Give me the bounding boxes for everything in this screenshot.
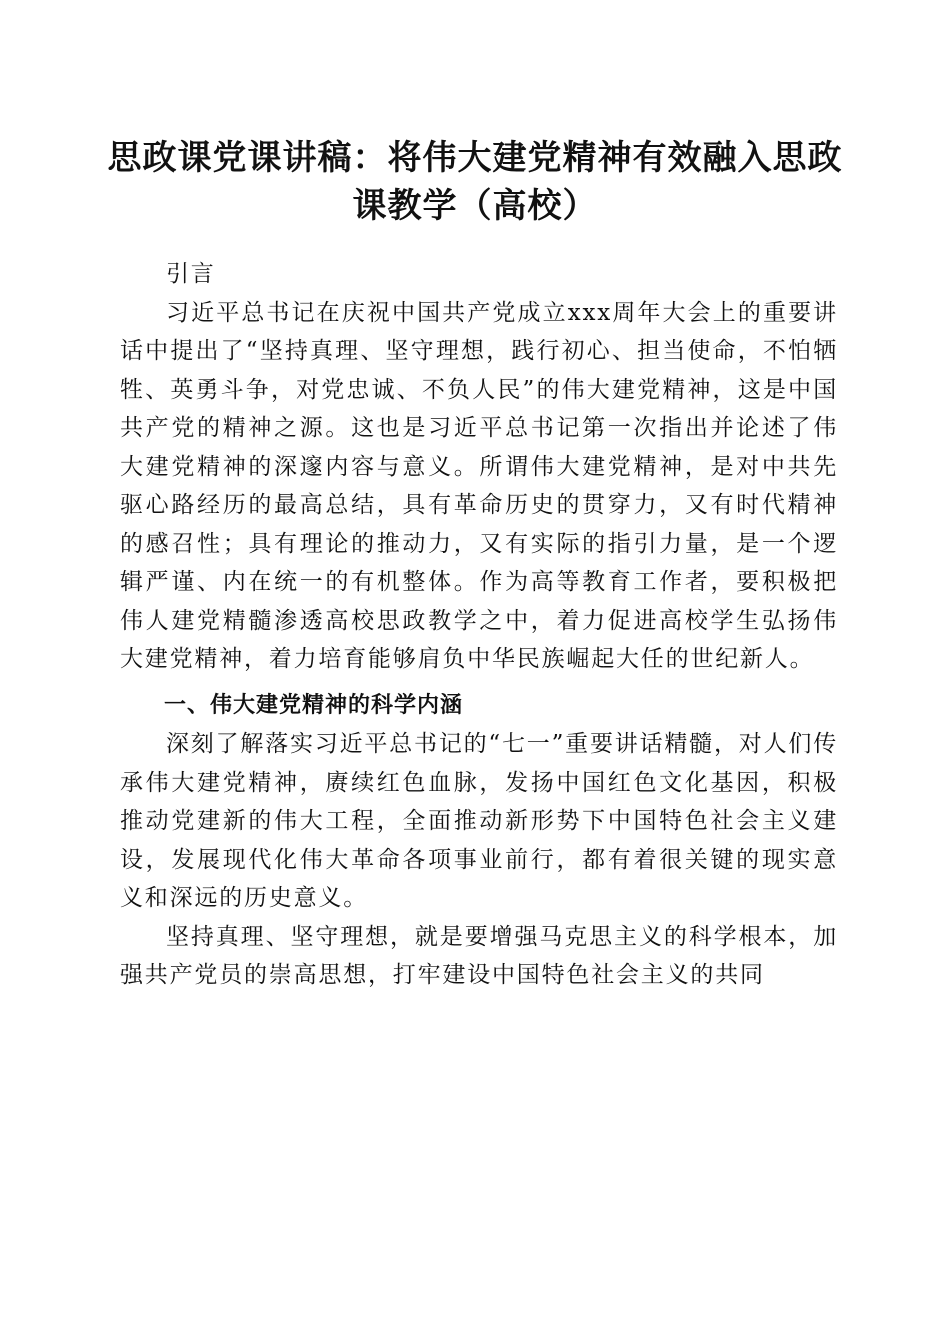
section-heading-1: 一、伟大建党精神的科学内涵 bbox=[164, 692, 464, 718]
document-title: 思政课党课讲稿：将伟大建党精神有效融入思政课教学（高校） bbox=[107, 138, 843, 226]
paragraph-intro: 习近平总书记在庆祝中国共产党成立xxx周年大会上的重要讲话中提出了“坚持真理、坚守理想，践行初心、担当使命，不怕牺牲、英勇斗争，对党忠诚、不负人民”的伟大建党精神，这是中国共产党的精神之源。这也是习近平总书记第一次指出并论述了伟大建党精神的深邃内容与意义。所谓伟大建党精神，是对中共先驱心路经历的最高总结，具有革命历史的贯穿力，又有时代精神的感召性；具有理论的推动力，又有实际的指引力量，是一个逻辑严谨、内在统一的有机整体。作为高等教育工作者，要积极把伟人建党精髓渗透高校思政教学之中，着力促进高校学生弘扬伟大建党精神，着力培育能够肩负中华民族崛起大任的世纪新人。 bbox=[120, 299, 838, 672]
document-body bbox=[120, 255, 838, 995]
paragraph-section-1-b: 坚持真理、坚守理想，就是要增强马克思主义的科学根本，加强共产党员的崇高思想，打牢建设中国特色社会主义的共同 bbox=[120, 923, 838, 988]
intro-label: 引言 bbox=[166, 261, 216, 287]
paragraph-section-1: 深刻了解落实习近平总书记的“七一”重要讲话精髓，对人们传承伟大建党精神，赓续红色血脉，发扬中国红色文化基因，积极推动党建新的伟大工程，全面推动新形势下中国特色社会主义建设，发展现代化伟大革命各项事业前行，都有着很关键的现实意义和深远的历史意义。 bbox=[120, 731, 838, 911]
